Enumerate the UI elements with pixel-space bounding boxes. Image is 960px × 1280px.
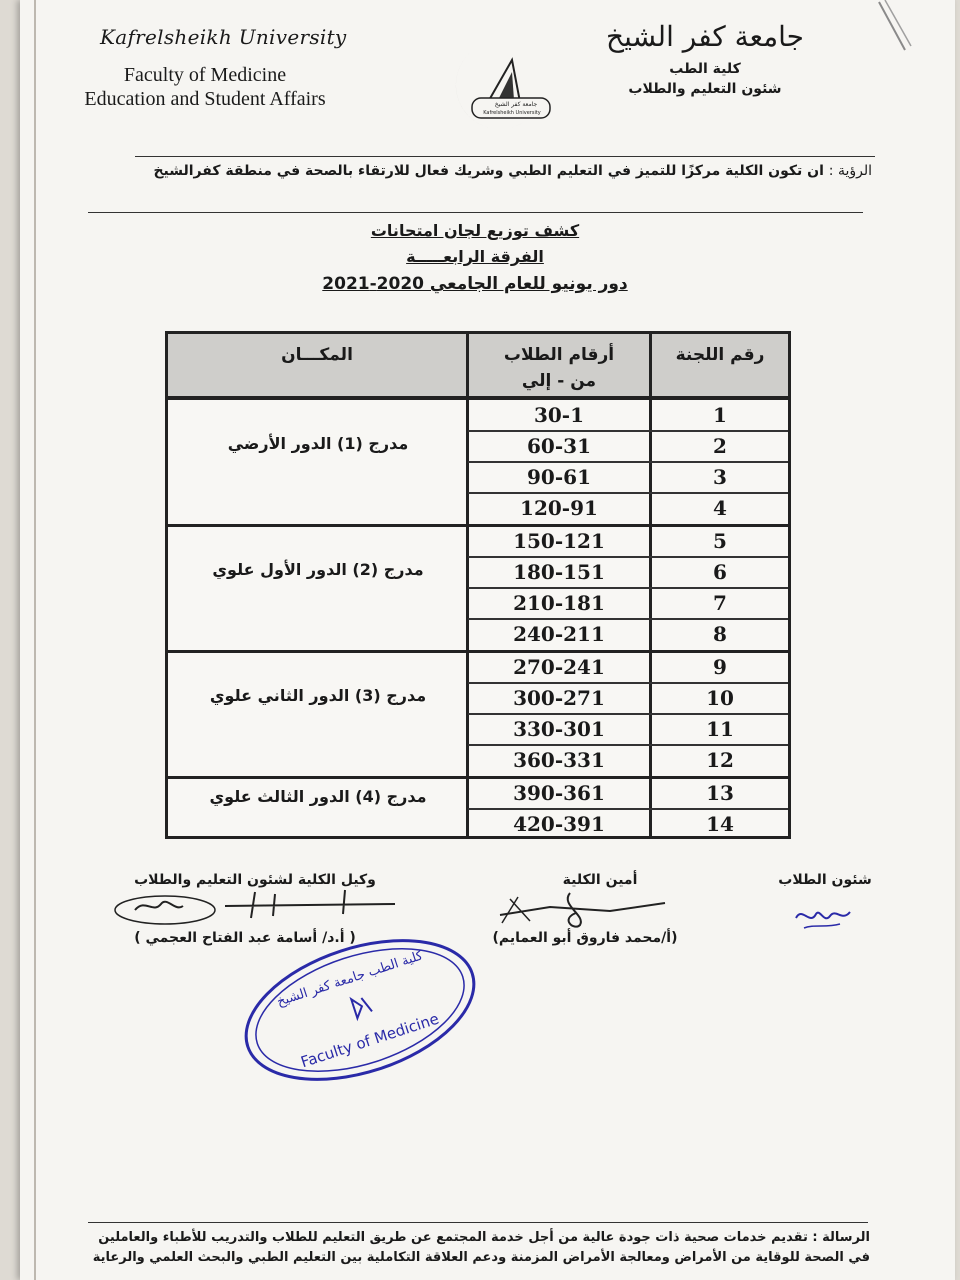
student-range: 120-91 [520,496,598,520]
group-divider [168,524,788,527]
signature-student-affairs: شئون الطلاب [778,872,872,888]
stamp-text-en: Faculty of Medicine [298,1009,442,1072]
mission-statement [80,1228,870,1268]
committee-number: 14 [706,812,734,836]
place-hall-2: مدرج (2) الدور الأول علوي [212,560,424,579]
committee-number: 12 [706,748,734,772]
student-range: 210-181 [513,591,605,615]
committee-number: 13 [706,781,734,805]
divider-vision [88,212,863,213]
place-hall-4: مدرج (4) الدور الثالث علوي [209,787,427,806]
logo-caption-en: Kafrelsheikh University [483,110,541,116]
student-range: 420-391 [513,812,605,836]
secretary-name: (أ/محمد فاروق أبو العمايم) [492,930,678,946]
header-arabic [590,20,820,99]
vice-dean-signature-scribble [105,884,405,930]
title-line-1: كشف توزيع لجان امتحانات [370,221,580,240]
student-range: 30-1 [533,403,585,427]
mission-line-1: الرسالة : تقديم خدمات صحية ذات جودة عالية من أجل خدمة المجتمع عن طريق التعليم للطلاب والتدريب للأطباء والعاملين [98,1230,870,1245]
student-range: 90-61 [527,465,591,489]
faculty-name-ar: كلية الطب [669,61,741,77]
header-students-line1: أرقام الطلاب [503,345,615,365]
committee-number: 4 [713,496,727,520]
committee-number: 8 [713,622,727,646]
vision-label: الرؤية : [828,163,872,179]
stamp-text-ar: كلية الطب جامعة كفر الشيخ [275,948,425,1010]
staple-mark [875,0,915,60]
committee-number: 6 [713,560,727,584]
student-range: 270-241 [513,655,605,679]
student-range: 240-211 [513,622,605,646]
department-name-en: Education and Student Affairs [84,88,326,110]
group-divider [168,650,788,653]
student-range: 360-331 [513,748,605,772]
student-range: 150-121 [513,529,605,553]
committee-number: 5 [713,529,727,553]
faculty-name-en: Faculty of Medicine [123,64,287,86]
signature-vice-dean-title: وكيل الكلية لشئون التعليم والطلاب [134,872,376,888]
committee-number: 7 [713,591,727,615]
header-place: المكـــان [281,345,353,365]
vision-text: ان تكون الكلية مركزًا للتميز في التعليم الطبي وشريك فعال للارتقاء بالصحة في منطقة كفرالشيخ [153,163,824,179]
committee-number: 2 [713,434,727,458]
university-name-ar: جامعة كفر الشيخ [606,20,804,53]
place-hall-3: مدرج (3) الدور الثاني علوي [209,686,427,705]
department-name-ar: شئون التعليم والطلاب [628,81,782,97]
secretary-signature-scribble [490,885,680,933]
committee-number: 10 [706,686,734,710]
university-name-en: Kafrelsheikh University [100,25,347,49]
mission-line-2: في الصحة للوقاية من الأمراض ومعالجة الأمراض المزمنة ودعم العلاقة التكاملية بين التعليم الطبي والبحث العلمي والرعاية [92,1250,870,1265]
title-line-3: دور يونيو للعام الجامعي 2020-2021 [322,274,628,294]
group-divider [168,776,788,779]
student-range: 330-301 [513,717,605,741]
student-range: 300-271 [513,686,605,710]
header-english [45,25,365,111]
vision-statement [112,160,872,182]
student-range: 180-151 [513,560,605,584]
committee-number: 1 [713,403,727,427]
signature-secretary-title: أمين الكلية [562,872,638,888]
committee-number: 9 [713,655,727,679]
handwritten-initials [790,898,860,934]
divider-bottom [88,1222,868,1223]
title-line-2: الفرقة الرابعـــــة [406,247,544,266]
divider-top [135,156,875,157]
header-students-line2: من - إلي [521,371,597,391]
header-student-numbers [469,342,649,394]
university-logo [428,40,558,130]
logo-caption-ar: جامعة كفر الشيخ [494,101,538,108]
faculty-stamp [235,935,485,1085]
committee-number: 11 [706,717,734,741]
page-fold [34,0,36,1280]
committee-table [165,331,791,839]
header-committee: رقم اللجنة [675,345,765,365]
student-range: 60-31 [527,434,591,458]
vice-dean-name: ( أ.د/ أسامة عبد الفتاح العجمي ) [134,930,356,946]
document-title [290,218,660,298]
student-range: 390-361 [513,781,605,805]
committee-number: 3 [713,465,727,489]
place-hall-1: مدرج (1) الدور الأرضي [227,434,409,453]
